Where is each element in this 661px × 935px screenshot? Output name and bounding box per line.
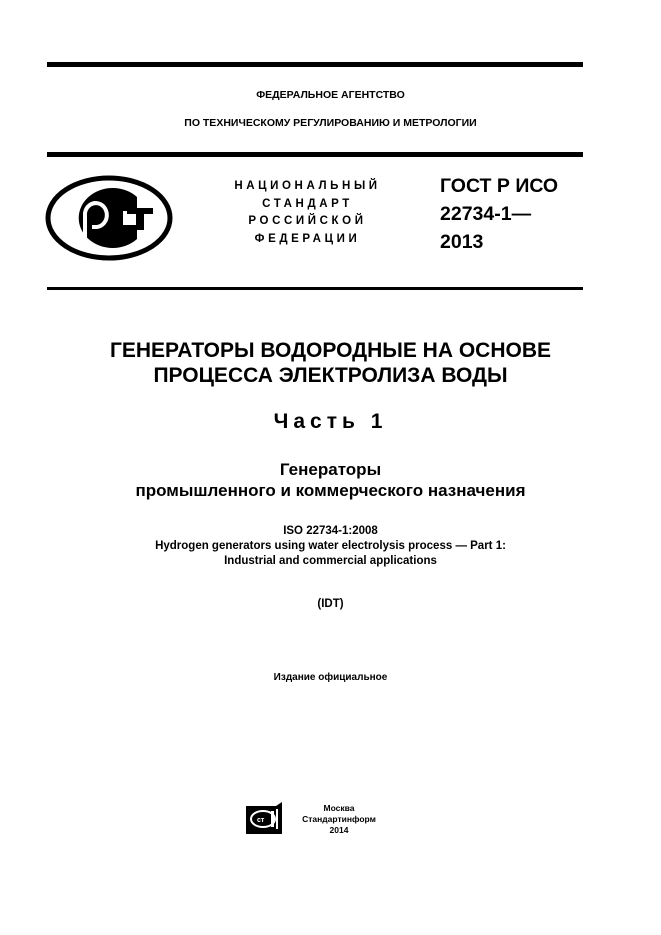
national-standard-line: НАЦИОНАЛЬНЫЙ [234, 180, 381, 192]
publisher-name: Стандартинформ [302, 814, 376, 824]
title-line: ПРОЦЕССА ЭЛЕКТРОЛИЗА ВОДЫ [153, 364, 508, 387]
document-subtitle [0, 459, 661, 501]
equivalence-label: (IDT) [317, 598, 344, 610]
standard-block-rule [47, 287, 583, 290]
publication-year: 2014 [329, 825, 349, 835]
iso-reference [0, 524, 661, 569]
document-title [0, 338, 661, 388]
title-line: ГЕНЕРАТОРЫ ВОДОРОДНЫЕ НА ОСНОВЕ [109, 339, 552, 362]
national-standard-label [205, 178, 410, 248]
edition-label: Издание официальное [273, 672, 388, 683]
agency-name-line1: ФЕДЕРАЛЬНОЕ АГЕНТСТВО [256, 89, 405, 101]
agency-name-line2: ПО ТЕХНИЧЕСКОМУ РЕГУЛИРОВАНИЮ И МЕТРОЛОГИИ [184, 117, 477, 129]
header-bottom-rule [47, 152, 583, 157]
svg-text:ст: ст [257, 817, 265, 824]
iso-title-line: Industrial and commercial applications [224, 555, 437, 567]
subtitle-line: Генераторы [279, 460, 382, 479]
national-standard-line: СТАНДАРТ [262, 197, 353, 210]
iso-number: ISO 22734-1:2008 [283, 525, 378, 537]
national-standard-line: ФЕДЕРАЦИИ [254, 232, 361, 245]
rst-gost-logo-icon [45, 175, 173, 261]
designation-line: ГОСТ Р ИСО [440, 175, 559, 197]
national-standard-line: РОССИЙСКОЙ [248, 215, 367, 227]
designation-line: 22734-1— [440, 203, 532, 225]
part-label: Часть 1 [273, 410, 388, 433]
standard-designation [440, 172, 558, 256]
subtitle-line: промышленного и коммерческого назначения [135, 481, 526, 500]
standartinform-logo-icon [246, 802, 282, 834]
publisher-city: Москва [323, 803, 355, 813]
designation-line: 2013 [440, 231, 484, 253]
top-rule [47, 62, 583, 67]
publisher-info [294, 803, 384, 836]
iso-title-line: Hydrogen generators using water electrolysis process — Part 1: [155, 540, 506, 552]
